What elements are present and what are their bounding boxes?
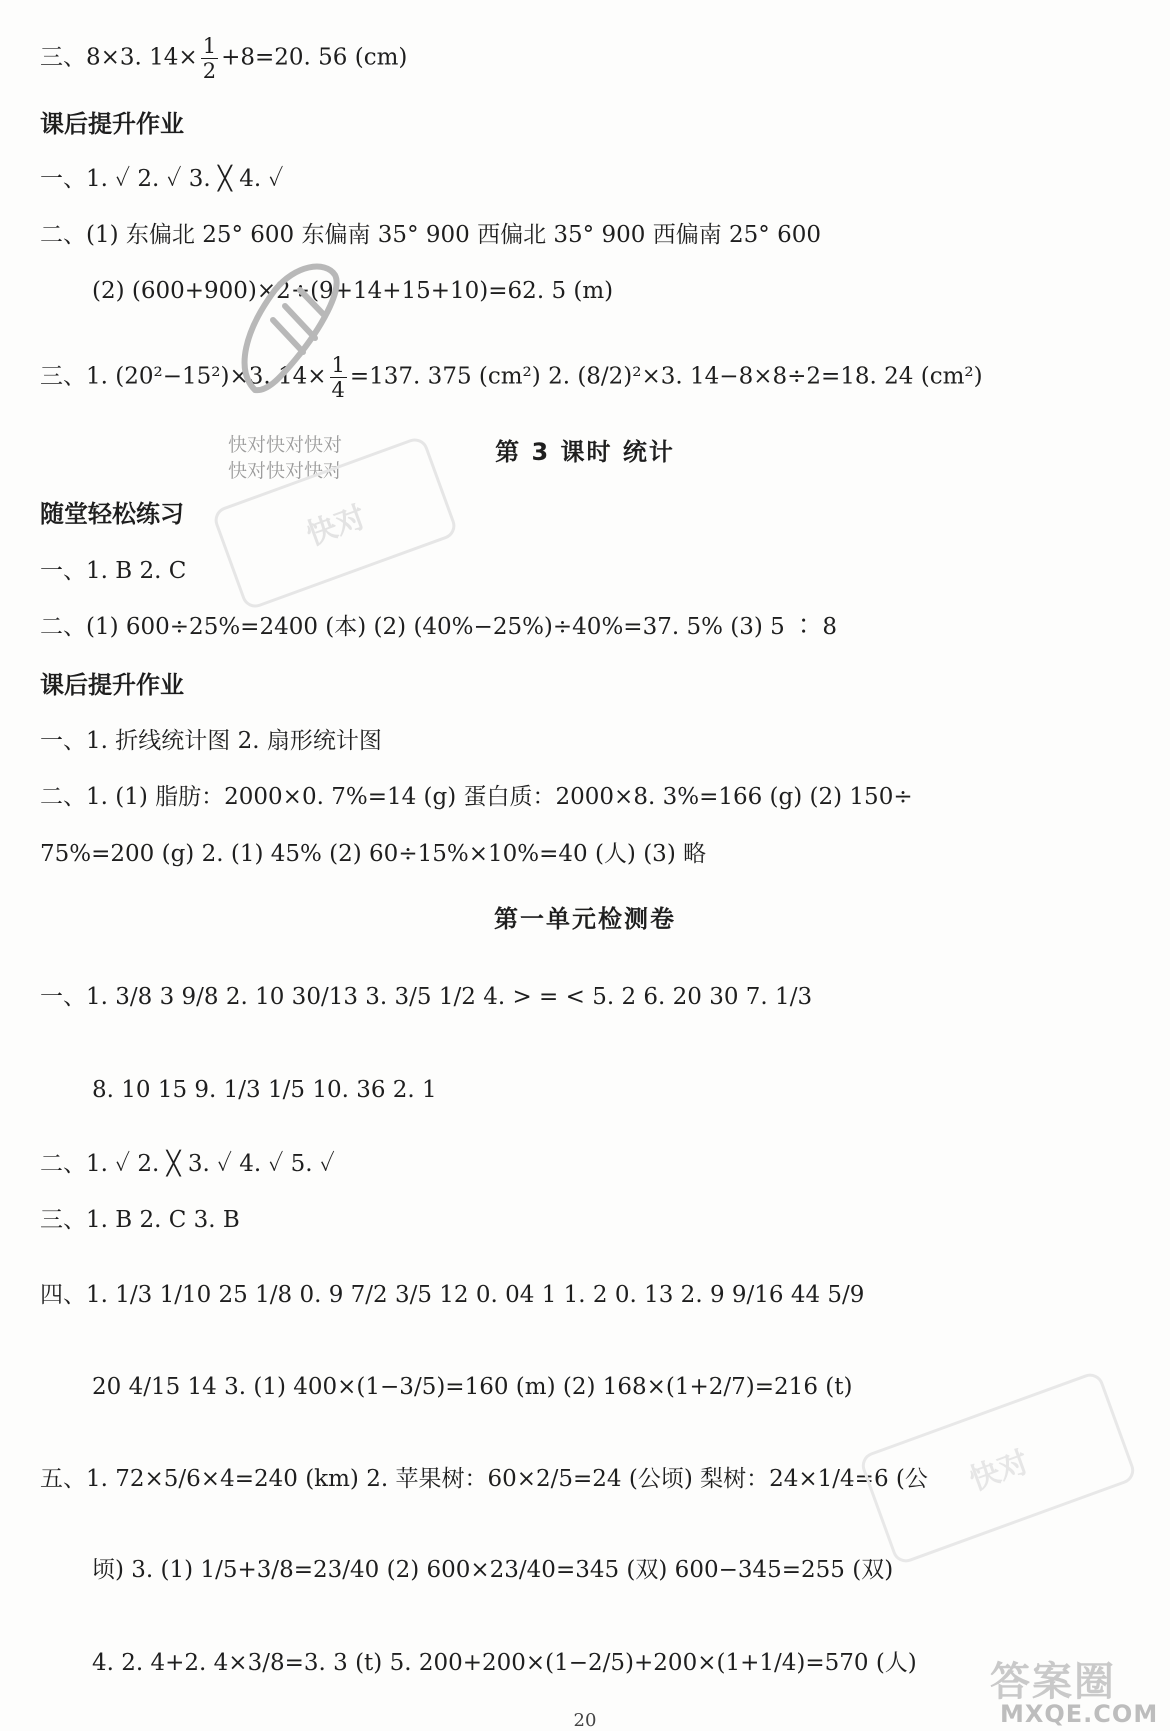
answer-line: 20 4/15 14 3. (1) 400×(1−3/5)=160 (m) (2) 168×(1+2/7)=216 (t): [92, 1374, 853, 1400]
section-heading: 课后提升作业: [40, 671, 184, 699]
watermark-stamp: 快对: [211, 435, 460, 612]
answer-line: 8. 10 15 9. 1/3 1/5 10. 36 2. 1: [92, 1077, 437, 1103]
watermark-stamp-icon: [225, 250, 345, 403]
answer-line: 一、1. 折线统计图 2. 扇形统计图: [40, 728, 382, 754]
fraction: $\frac{1}{2}$: [202, 34, 217, 84]
answer-line: 二、1. ✓ 2. ╳ 3. ✓ 4. ✓ 5. ✓: [40, 1151, 335, 1177]
answer-line: 二、1. (1) 脂肪：2000×0. 7%=14 (g) 蛋白质：2000×8. 3%=166 (g) (2) 150÷: [40, 784, 913, 810]
watermark-url: MXQE.COM: [1000, 1700, 1159, 1728]
answer-line: 五、1. 72×5/6×4=240 (km) 2. 苹果树：60×2/5=24 (公顷) 梨树：24×1/4=6 (公: [40, 1466, 928, 1492]
watermark-stamp: 快对: [858, 1370, 1138, 1567]
page-number: 20: [573, 1710, 597, 1731]
answer-line: 一、1. B 2. C: [40, 558, 187, 584]
answer-line: 三、1. B 2. C 3. B: [40, 1207, 240, 1233]
answer-line: (2) (600+900)×2÷(9+14+15+10)=62. 5 (m): [92, 278, 614, 304]
answer-line: 75%=200 (g) 2. (1) 45% (2) 60÷15%×10%=40 (人) (3) 略: [40, 841, 707, 867]
answer-line: 三、1. (20²−15²)×3. 14× $\frac{1}{4}$ =137. 375 (cm²) 2. (8/2)²×3. 14−8×8÷2=18. 24 (cm²): [40, 353, 983, 403]
answer-line: 顷) 3. (1) 1/5+3/8=23/40 (2) 600×23/40=345 (双) 600−345=255 (双): [92, 1557, 894, 1583]
answer-line: 一、1. ✓ 2. ✓ 3. ╳ 4. ✓: [40, 166, 284, 192]
answer-line: 一、1. 3/8 3 9/8 2. 10 30/13 3. 3/5 1/2 4. > = < 5. 2 6. 20 30 7. 1/3: [40, 984, 813, 1010]
section-heading: 随堂轻松练习: [40, 500, 184, 528]
fraction: $\frac{1}{4}$: [331, 353, 345, 403]
section-heading: 课后提升作业: [40, 110, 184, 138]
answer-line: 二、(1) 600÷25%=2400 (本) (2) (40%−25%)÷40%=37. 5% (3) 5 ∶ 8: [40, 614, 838, 640]
answer-line: 四、1. 1/3 1/10 25 1/8 0. 9 7/2 3/5 12 0. 04 1 1. 2 0. 13 2. 9 9/16 44 5/9: [40, 1282, 865, 1308]
answer-line: 二、(1) 东偏北 25° 600 东偏南 35° 900 西偏北 35° 900 西偏南 25° 600: [40, 222, 821, 248]
watermark-text: 快对快对快对 快对快对快对: [228, 434, 343, 482]
watermark-logo: 答案圈: [990, 1659, 1116, 1705]
answer-line: 4. 2. 4+2. 4×3/8=3. 3 (t) 5. 200+200×(1−2/5)+200×(1+1/4)=570 (人): [92, 1650, 917, 1676]
answer-line-1: 三、8×3. 14× $\frac{1}{2}$ +8=20. 56 (cm): [40, 34, 408, 84]
chapter-title: 第一单元检测卷: [494, 905, 676, 933]
chapter-title: 第 3 课时 统计: [495, 438, 675, 466]
